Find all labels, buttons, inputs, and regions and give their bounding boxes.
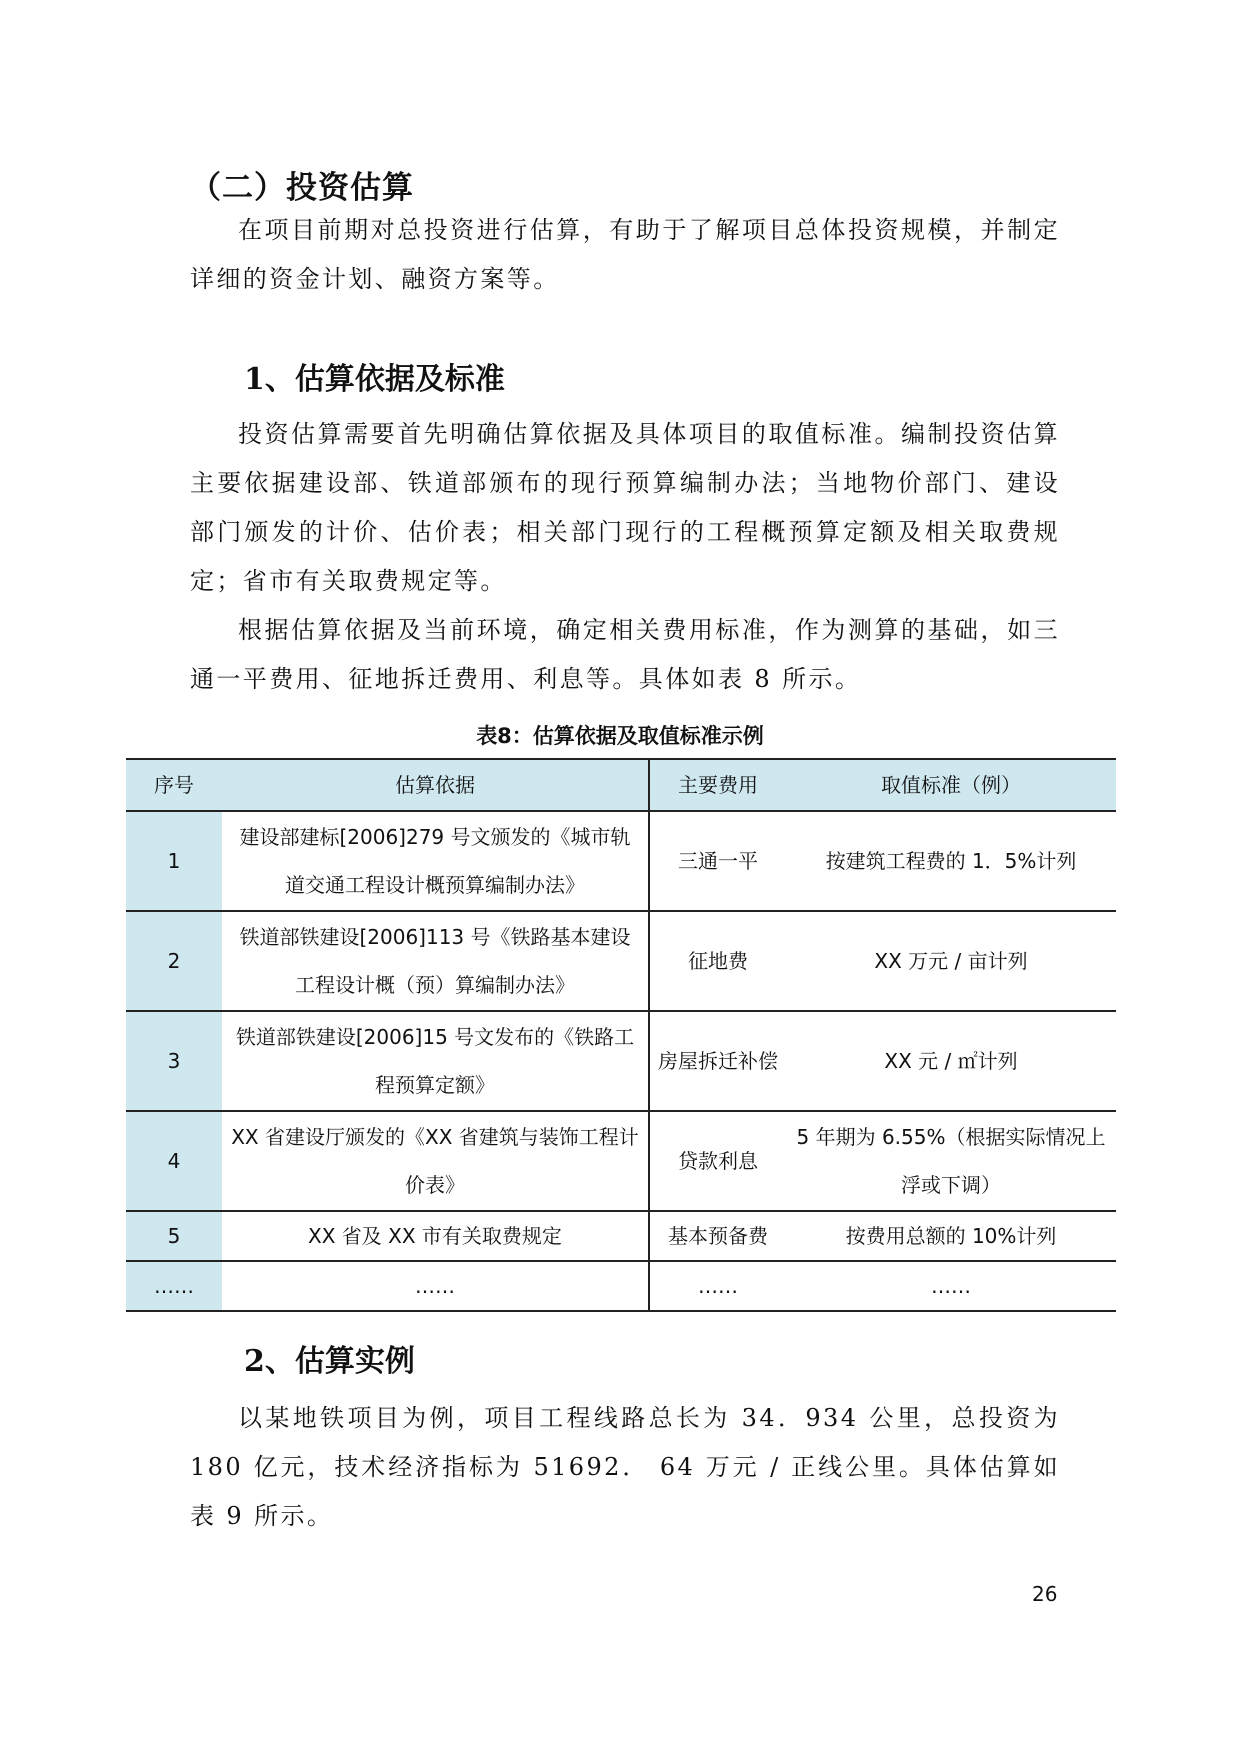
row-basis: 铁道部铁建设[2006]113 号《铁路基本建设工程设计概（预）算编制办法》 <box>222 911 649 1011</box>
table-row <box>126 1211 1116 1261</box>
header-main-fee: 主要费用 <box>649 759 786 811</box>
intro-paragraph: 在项目前期对总投资进行估算，有助于了解项目总体投资规模，并制定详细的资金计划、融资方案等。 <box>190 216 1060 293</box>
table-header-row <box>126 759 1116 811</box>
row-index: 1 <box>126 811 222 911</box>
row-standard: XX 元 / ㎡计列 <box>786 1011 1116 1111</box>
table-row <box>126 1261 1116 1311</box>
basis-paragraph: 投资估算需要首先明确估算依据及具体项目的取值标准。编制投资估算主要依据建设部、铁道部颁布的现行预算编制办法；当地物价部门、建设部门颁发的计价、估价表；相关部门现行的工程概预算定额及相关取费规定；省市有关取费规定等。 <box>190 420 1060 595</box>
row-fee: …… <box>649 1261 786 1311</box>
subsection-heading-basis: 1、估算依据及标准 <box>244 362 505 397</box>
subsection-heading-example: 2、估算实例 <box>244 1344 415 1379</box>
page-number: 26 <box>1032 1582 1058 1606</box>
section-heading: （二）投资估算 <box>190 170 414 206</box>
row-fee: 征地费 <box>649 911 786 1011</box>
table-row <box>126 1011 1116 1111</box>
row-index: …… <box>126 1261 222 1311</box>
row-index: 5 <box>126 1211 222 1261</box>
row-standard: XX 万元 / 亩计列 <box>786 911 1116 1011</box>
row-fee: 基本预备费 <box>649 1211 786 1261</box>
header-index: 序号 <box>126 759 222 811</box>
row-index: 2 <box>126 911 222 1011</box>
table-row <box>126 1111 1116 1211</box>
row-basis: 铁道部铁建设[2006]15 号文发布的《铁路工程预算定额》 <box>222 1011 649 1111</box>
row-basis: …… <box>222 1261 649 1311</box>
estimation-table <box>126 758 1116 1312</box>
header-standard: 取值标准（例） <box>786 759 1116 811</box>
standards-paragraph: 根据估算依据及当前环境，确定相关费用标准，作为测算的基础，如三通一平费用、征地拆迁费用、利息等。具体如表 8 所示。 <box>190 616 1060 693</box>
row-index: 3 <box>126 1011 222 1111</box>
row-standard: 5 年期为 6.55%（根据实际情况上浮或下调） <box>786 1111 1116 1211</box>
row-fee: 贷款利息 <box>649 1111 786 1211</box>
example-paragraph: 以某地铁项目为例，项目工程线路总长为 34．934 公里，总投资为 180 亿元，技术经济指标为 51692． 64 万元 / 正线公里。具体估算如表 9 所示。 <box>190 1404 1060 1530</box>
row-basis: XX 省及 XX 市有关取费规定 <box>222 1211 649 1261</box>
row-fee: 房屋拆迁补偿 <box>649 1011 786 1111</box>
row-fee: 三通一平 <box>649 811 786 911</box>
row-index: 4 <box>126 1111 222 1211</box>
row-standard: 按建筑工程费的 1．5%计列 <box>786 811 1116 911</box>
table-row <box>126 911 1116 1011</box>
table-row <box>126 811 1116 911</box>
row-basis: 建设部建标[2006]279 号文颁发的《城市轨道交通工程设计概预算编制办法》 <box>222 811 649 911</box>
table-caption: 表8：估算依据及取值标准示例 <box>476 724 764 748</box>
header-basis: 估算依据 <box>222 759 649 811</box>
row-basis: XX 省建设厅颁发的《XX 省建筑与装饰工程计价表》 <box>222 1111 649 1211</box>
row-standard: …… <box>786 1261 1116 1311</box>
row-standard: 按费用总额的 10%计列 <box>786 1211 1116 1261</box>
